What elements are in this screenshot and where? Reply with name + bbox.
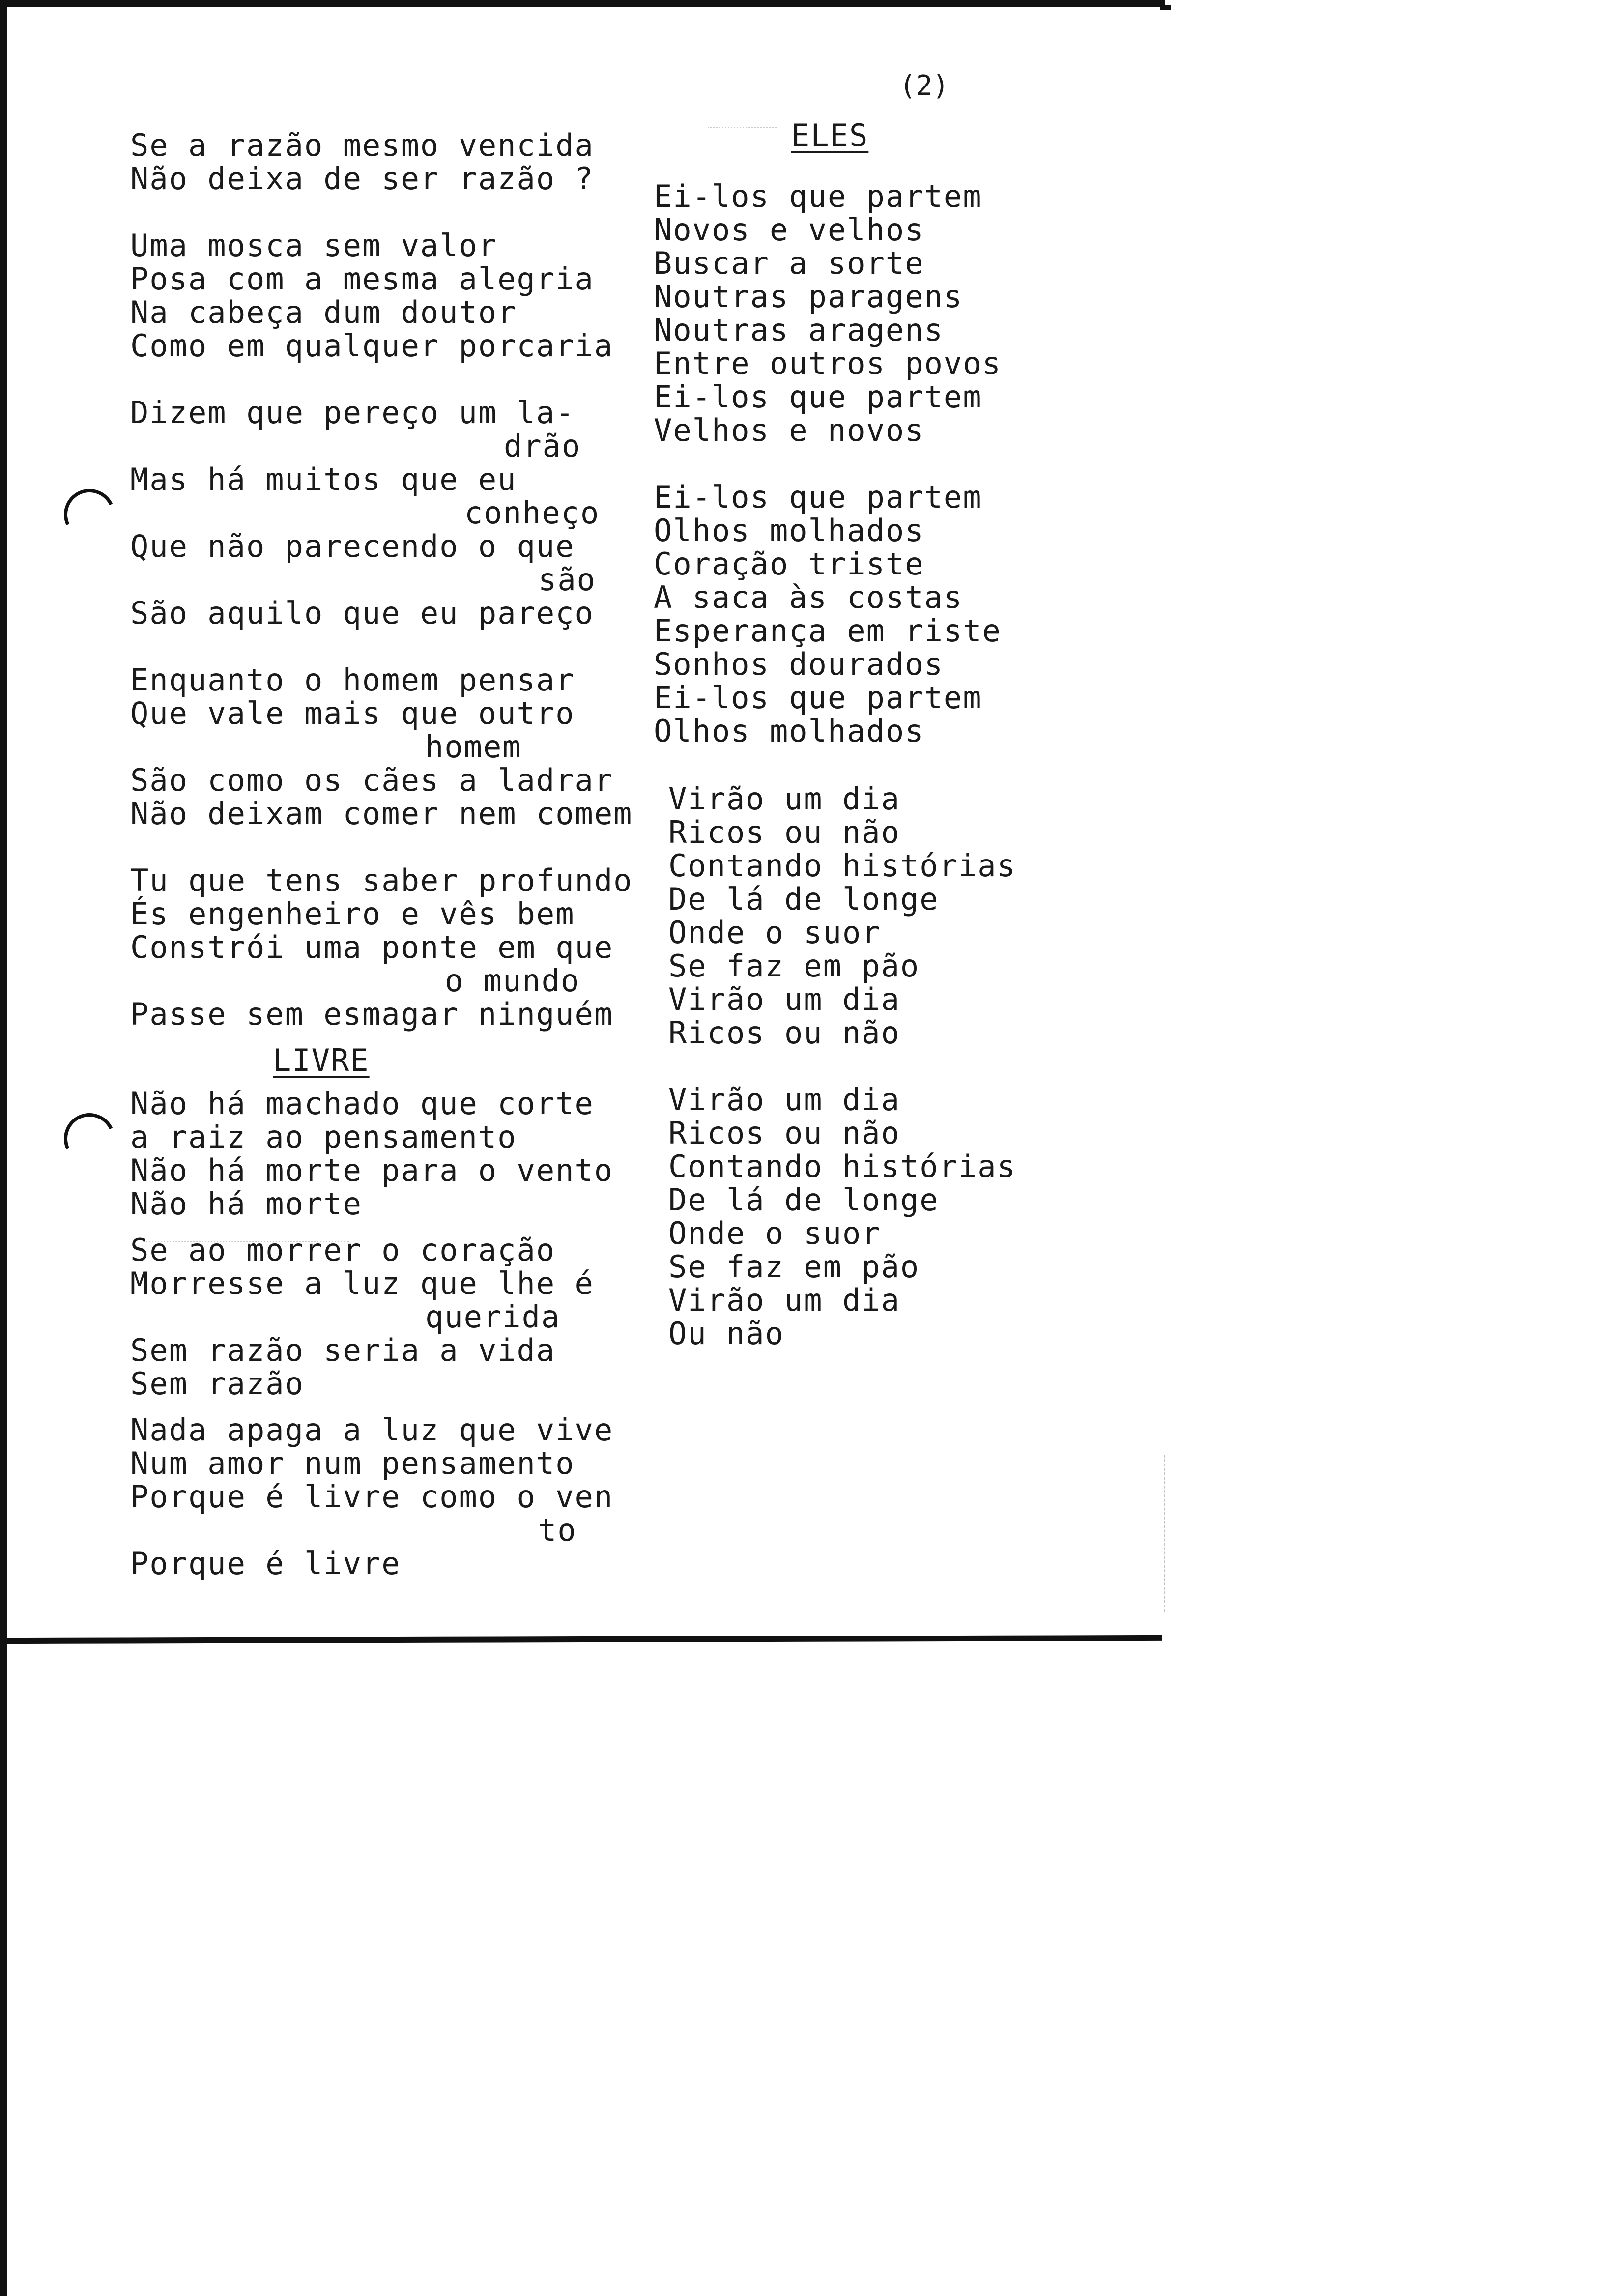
verse-line: o mundo	[445, 963, 580, 999]
scan-edge-left	[0, 0, 7, 2296]
verse-line: A saca às costas	[654, 579, 963, 615]
verse-line: Como em qualquer porcaria	[130, 328, 614, 364]
verse-line: Se faz em pão	[668, 948, 920, 984]
stanza	[130, 129, 656, 196]
verse-line: Noutras paragens	[654, 279, 963, 315]
scan-edge-right-dashes	[1164, 1455, 1167, 1612]
verse-line: Não há machado que corte	[130, 1086, 594, 1121]
verse-line: És engenheiro e vês bem	[130, 896, 575, 932]
verse-line: Contando histórias	[668, 1148, 1016, 1184]
verse-line: são	[538, 562, 596, 598]
verse-line: Uma mosca sem valor	[130, 228, 498, 263]
verse-line: Que vale mais que outro	[130, 695, 575, 731]
verse-line: São como os cães a ladrar	[130, 762, 614, 798]
verse-line: Nada apaga a luz que vive	[130, 1412, 614, 1448]
poem-title-livre: LIVRE	[273, 1042, 370, 1078]
verse-line: Tu que tens saber profundo	[130, 862, 633, 898]
verse-line: Sonhos dourados	[654, 646, 944, 682]
verse-line: Porque é livre	[130, 1546, 401, 1581]
stanza	[130, 864, 656, 1031]
verse-line: Contando histórias	[668, 848, 1016, 884]
verse-line: Virão um dia	[668, 1282, 900, 1318]
verse-line: Não há morte	[130, 1186, 362, 1222]
poem-title-eles: ELES	[791, 117, 869, 153]
verse-line: De lá de longe	[668, 881, 939, 917]
verse-line: conheço	[464, 495, 600, 531]
stanza	[130, 1413, 656, 1580]
verse-line: drão	[504, 428, 581, 464]
verse-line: Ou não	[668, 1316, 784, 1351]
verse-line: Onde o suor	[668, 1215, 881, 1251]
verse-line: Virão um dia	[668, 1082, 900, 1118]
verse-line: São aquilo que eu pareço	[130, 595, 594, 631]
page-number: (2)	[899, 70, 950, 102]
verse-line: Virão um dia	[668, 781, 900, 817]
stanza	[130, 229, 656, 363]
verse-line: a raiz ao pensamento	[130, 1119, 517, 1155]
verse-line: Na cabeça dum doutor	[130, 294, 517, 330]
verse-line: querida	[425, 1299, 561, 1335]
verse-line: Novos e velhos	[654, 212, 924, 248]
verse-line: Ricos ou não	[668, 814, 900, 850]
stanza	[654, 180, 1096, 447]
verse-line: Coração triste	[654, 546, 924, 582]
hole-punch-mark	[57, 482, 122, 547]
scan-edge-bottom	[7, 1635, 1162, 1644]
verse-line: Buscar a sorte	[654, 245, 924, 281]
verse-line: Se faz em pão	[668, 1249, 920, 1285]
verse-line: Dizem que pereço um la-	[130, 395, 575, 430]
verse-line: Num amor num pensamento	[130, 1445, 575, 1481]
verse-line: Porque é livre como o ven	[130, 1479, 614, 1515]
verse-line: to	[538, 1512, 577, 1548]
hole-punch-mark	[57, 1106, 122, 1171]
verse-line: Ricos ou não	[668, 1015, 900, 1051]
verse-line: Posa com a mesma alegria	[130, 261, 594, 297]
verse-line: Noutras aragens	[654, 312, 944, 348]
verse-line: Velhos e novos	[654, 412, 924, 448]
verse-line: Ei-los que partem	[654, 379, 982, 415]
stanza	[654, 481, 1096, 748]
verse-line: Não deixam comer nem comem	[130, 796, 633, 832]
scan-edge-top-tail	[1160, 5, 1171, 10]
verse-line: homem	[425, 729, 522, 765]
verse-line: Se a razão mesmo vencida	[130, 127, 594, 163]
verse-line: Ei-los que partem	[654, 680, 982, 716]
verse-line: Onde o suor	[668, 915, 881, 950]
verse-line: Mas há muitos que eu	[130, 461, 517, 497]
right-column-eles	[654, 119, 1096, 781]
verse-line: Sem razão seria a vida	[130, 1332, 556, 1368]
verse-line: Entre outros povos	[654, 345, 1002, 381]
stanza	[130, 396, 656, 630]
left-column	[130, 129, 656, 1614]
stanza	[130, 1087, 656, 1221]
verse-line: Virão um dia	[668, 981, 900, 1017]
verse-line: Ei-los que partem	[654, 178, 982, 214]
verse-line: Ricos ou não	[668, 1115, 900, 1151]
verse-line: Que não parecendo o que	[130, 528, 575, 564]
verse-line: Não há morte para o vento	[130, 1152, 614, 1188]
verse-line: Não deixa de ser razão ?	[130, 161, 594, 197]
stanza	[668, 782, 1111, 1050]
verse-line: Morresse a luz que lhe é	[130, 1265, 594, 1301]
right-column-eles-continued	[668, 782, 1111, 1384]
verse-line: Olhos molhados	[654, 513, 924, 548]
verse-line: Esperança em riste	[654, 613, 1002, 649]
scan-edge-top	[0, 0, 1165, 7]
verse-line: Sem razão	[130, 1366, 304, 1402]
verse-line: De lá de longe	[668, 1182, 939, 1218]
stanza	[130, 663, 656, 831]
verse-line: Passe sem esmagar ninguém	[130, 996, 614, 1032]
stanza	[130, 1234, 656, 1401]
verse-line: Se ao morrer o coração	[130, 1232, 556, 1268]
verse-line: Ei-los que partem	[654, 479, 982, 515]
stanza	[668, 1083, 1111, 1350]
verse-line: Enquanto o homem pensar	[130, 662, 575, 698]
verse-line: Constrói uma ponte em que	[130, 929, 614, 965]
verse-line: Olhos molhados	[654, 713, 924, 749]
